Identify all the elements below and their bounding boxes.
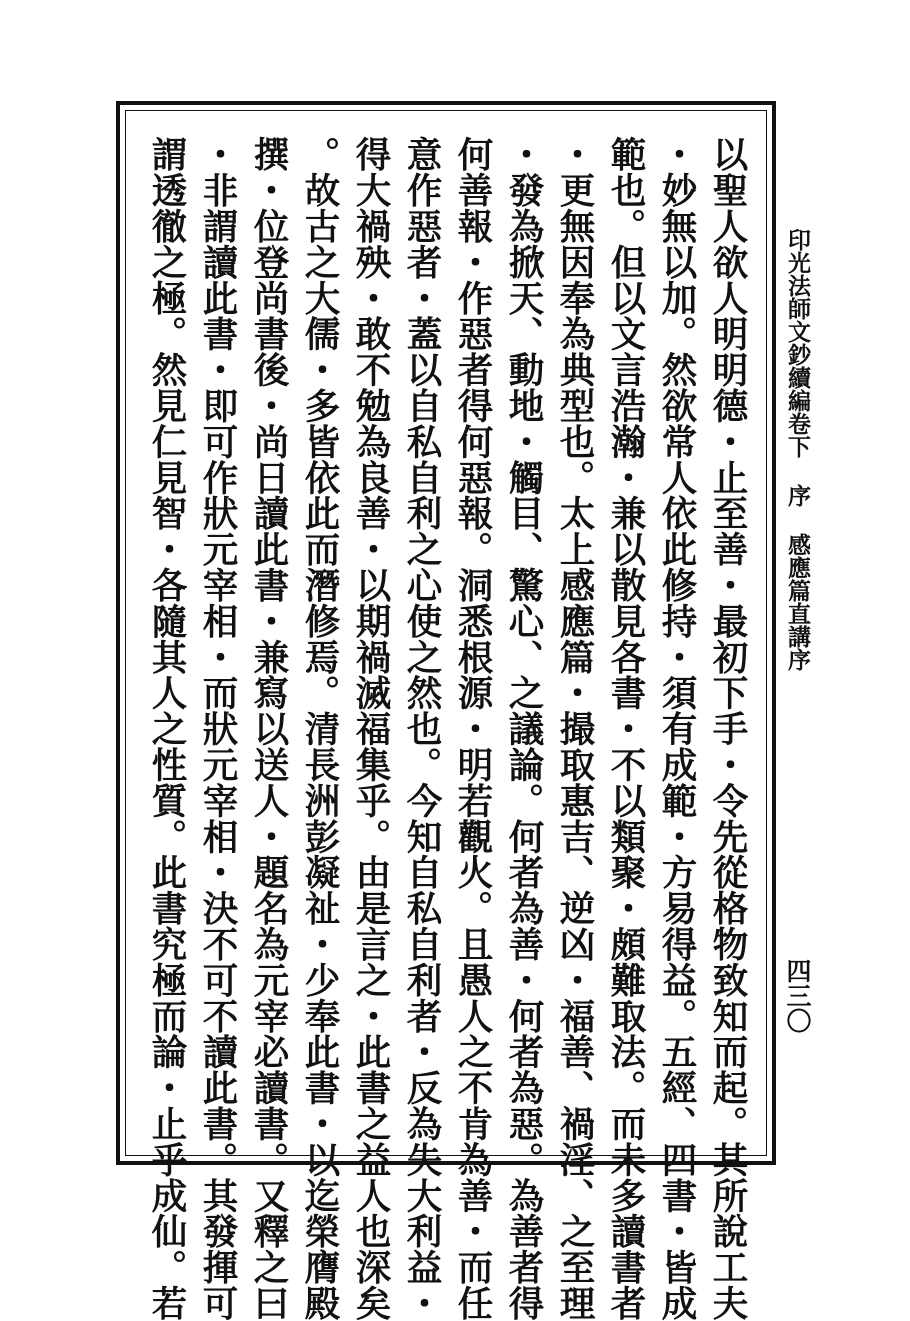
text-column-12: 謂透徹之極。然見仁見智・各隨其人之性質。此書究極而論・止乎成仙。若 bbox=[146, 136, 187, 1321]
article-title: 感應篇直講序 bbox=[784, 533, 811, 671]
text-column-8: 得大禍殃・敢不勉為良善・以期禍滅福集乎。由是言之・此書之益人也深矣 bbox=[350, 136, 391, 1321]
text-column-3: 範也。但以文言浩瀚・兼以散見各書・不以類聚・頗難取法。而未多讀書者 bbox=[605, 136, 646, 1321]
text-column-7: 意作惡者・蓋以自私自利之心使之然也。今知自私自利者・反為失大利益・ bbox=[401, 136, 442, 1321]
text-column-5: ・發為掀天、動地・觸目、驚心、之議論。何者為善・何者為惡。為善者得 bbox=[503, 136, 544, 1321]
book-title: 印光法師文鈔續編卷下 bbox=[784, 228, 811, 458]
text-column-9: 。故古之大儒・多皆依此而潛修焉。清長洲彭凝祉・少奉此書・以迄榮膺殿 bbox=[299, 136, 340, 1321]
text-column-1: 以聖人欲人明明德・止至善・最初下手・令先從格物致知而起。其所說工夫 bbox=[707, 136, 748, 1321]
text-column-2: ・妙無以加。然欲常人依此修持・須有成範・方易得益。五經、四書・皆成 bbox=[656, 136, 697, 1321]
page-number: 四三〇 bbox=[783, 958, 812, 1033]
text-column-11: ・非謂讀此書・即可作狀元宰相・而狀元宰相・決不可不讀此書。其發揮可 bbox=[197, 136, 238, 1321]
text-column-6: 何善報・作惡者得何惡報。洞悉根源・明若觀火。且愚人之不肯為善・而任 bbox=[452, 136, 493, 1321]
text-column-10: 撰・位登尚書後・尚日讀此書・兼寫以送人・題名為元宰必讀書。又釋之曰 bbox=[248, 136, 289, 1321]
running-header bbox=[782, 228, 812, 671]
text-column-4: ・更無因奉為典型也。太上感應篇・撮取惠吉、逆凶・福善、禍淫、之至理 bbox=[554, 136, 595, 1321]
section-label: 序 bbox=[784, 484, 811, 507]
